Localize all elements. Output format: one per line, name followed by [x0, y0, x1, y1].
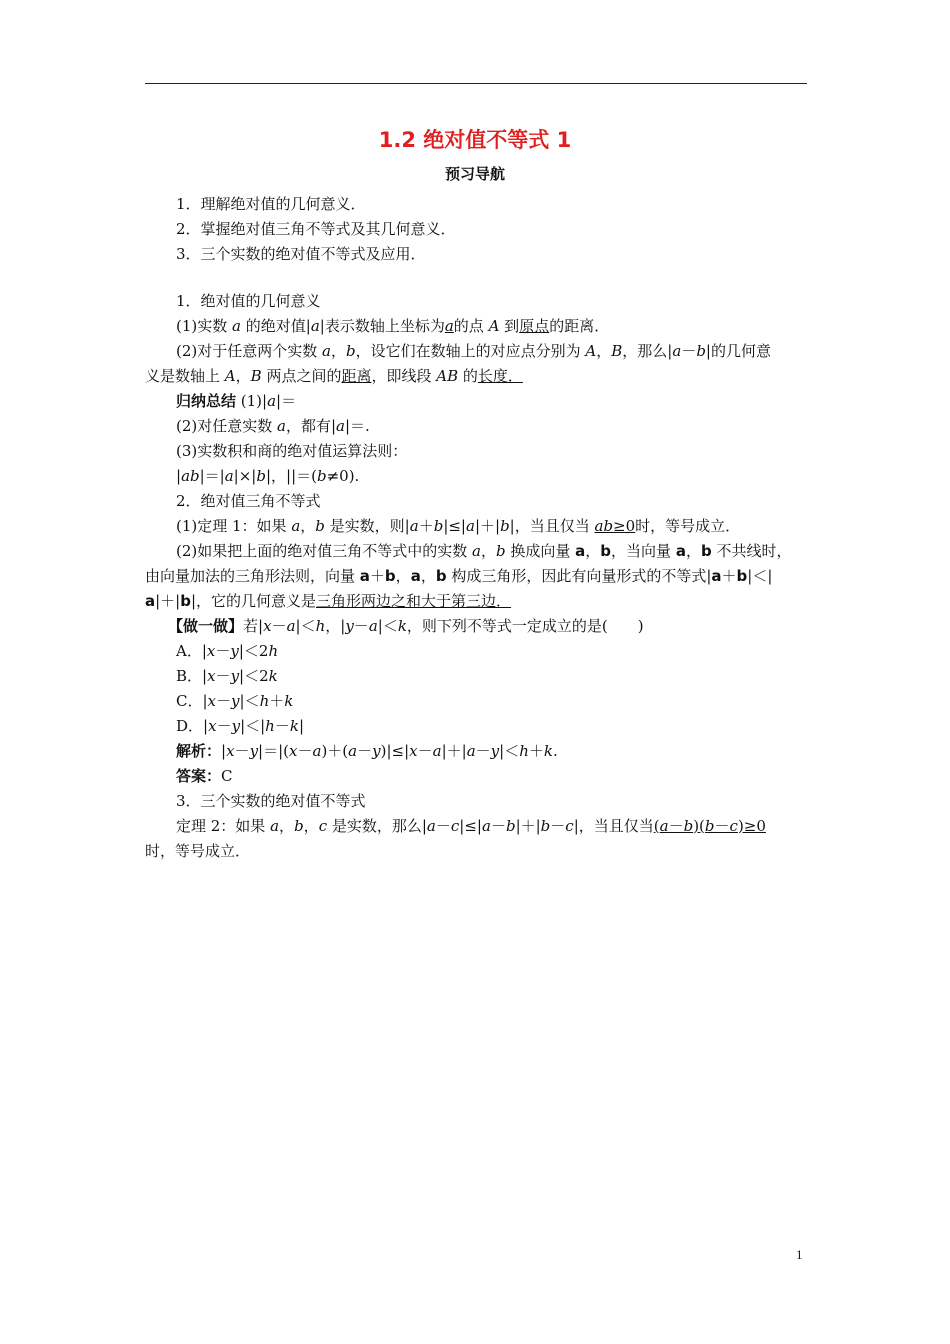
exercise-analysis: 解析：|x－y|＝|(x－a)＋(a－y)|≤|x－a|＋|a－y|＜h＋k. — [176, 742, 558, 760]
s1-paragraph-2b: 义是数轴上 A，B 两点之间的距离，即线段 AB 的长度． — [145, 367, 523, 385]
section-subtitle: 预习导航 — [444, 165, 505, 183]
goal-3: 3．三个实数的绝对值不等式及应用． — [176, 245, 426, 263]
header-rule — [145, 83, 807, 84]
s1-paragraph-1: (1)实数 a 的绝对值|a|表示数轴上坐标为a的点 A 到原点的距离． — [176, 317, 610, 335]
theorem-1: (1)定理 1：如果 a，b 是实数，则|a＋b|≤|a|＋|b|，当且仅当 ab≥0时，等号成立． — [176, 517, 741, 535]
theorem-2-end: 时，等号成立． — [145, 842, 251, 860]
option-a: A．|x－y|＜2h — [176, 642, 279, 660]
summary-line-2: (2)对任意实数 a，都有|a|＝. — [176, 417, 370, 435]
analysis-label: 解析： — [176, 742, 222, 760]
section-3-heading: 3．三个实数的绝对值不等式 — [176, 792, 366, 810]
exercise-question: 【做一做】若|x－a|＜h，|y－a|＜k，则下列不等式一定成立的是( ) — [168, 617, 644, 635]
vector-paragraph-c: a|＋|b|，它的几何意义是三角形两边之和大于第三边． — [145, 592, 512, 610]
page-number: 1 — [796, 1247, 803, 1262]
summary-line-3: (3)实数积和商的绝对值运算法则： — [176, 442, 408, 460]
section-1-heading: 1．绝对值的几何意义 — [176, 292, 321, 310]
summary-label: 归纳总结 — [176, 392, 237, 410]
section-2-heading: 2．绝对值三角不等式 — [176, 492, 321, 510]
theorem-2: 定理 2：如果 a，b，c 是实数，那么|a－c|≤|a－b|＋|b－c|，当且仅当(a－b)(b－c)≥0 — [176, 817, 766, 835]
document-body — [145, 192, 807, 864]
s1-paragraph-2a: (2)对于任意两个实数 a，b，设它们在数轴上的对应点分别为 A，B，那么|a－b|的几何意 — [176, 342, 771, 360]
page-title: 1.2 绝对值不等式 1 — [378, 128, 572, 152]
goal-2: 2．掌握绝对值三角不等式及其几何意义． — [176, 220, 456, 238]
vector-paragraph-b: 由向量加法的三角形法则，向量 a＋b，a，b 构成三角形，因此有向量形式的不等式|a＋b|＜| — [145, 567, 773, 585]
summary-line-4: |ab|＝|a|×|b|，||＝(b≠0). — [176, 467, 360, 485]
option-b: B．|x－y|＜2k — [176, 667, 278, 685]
option-c: C．|x－y|＜h＋k — [176, 692, 294, 710]
exercise-answer: 答案：C — [176, 767, 233, 785]
option-d: D．|x－y|＜|h－k| — [176, 717, 305, 735]
exercise-label: 【做一做】 — [168, 617, 244, 635]
summary-line-1: 归纳总结 (1)|a|＝ — [176, 392, 297, 410]
answer-label: 答案： — [176, 767, 222, 785]
goal-1: 1．理解绝对值的几何意义． — [176, 195, 366, 213]
vector-paragraph-a: (2)如果把上面的绝对值三角不等式中的实数 a，b 换成向量 a，b，当向量 a，b 不共线时， — [176, 542, 792, 560]
